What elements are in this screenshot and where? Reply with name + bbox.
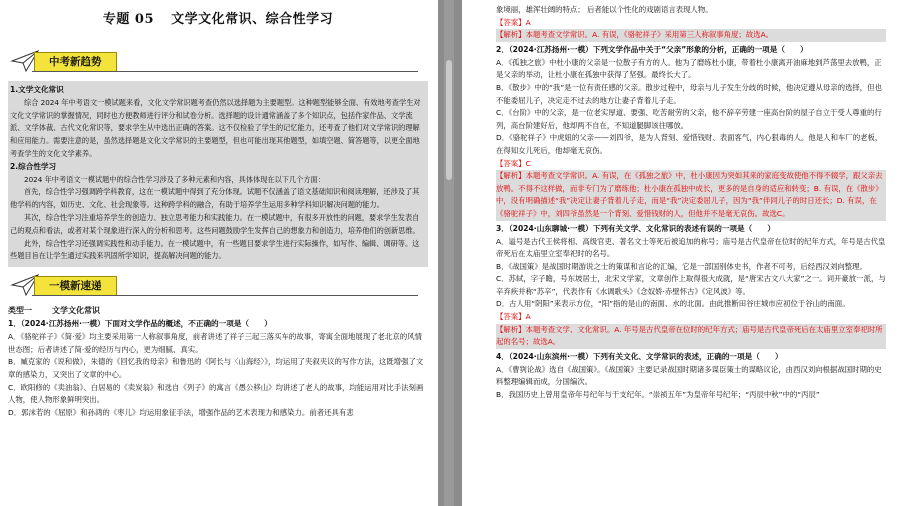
trend-paragraph: 其次，综合性学习注重培养学生的创造力、独立思考能力和实践能力。在一模试题中，有很多开放性的问题，要求学生发表自己的观点和看法，或者对某个现象进行深入的分析和思考。这些问题鼓励学生发挥自己的想象力和创造力，培养他们的创新思维。 — [10, 212, 420, 235]
option-d: D．古人用“阴阳”来表示方位，“阳”指的是山的南面、水的北面。由此推断田谷庄城市应初位于谷山的南面。 — [496, 299, 850, 309]
option-b: B．臧克家的《说和做》，朱德的《回忆我的母亲》和鲁迅的《阿长与〈山海经〉》，均运用了夹叙夹议的写作方法，这既增强了文章的感染力，又突出了文章的中心。 — [8, 357, 424, 379]
option-b: B．《战国策》是战国时期游说之士的策谋和言论的汇编，它是一部国别体史书，作者不可考，后经西汉刘向整理。 — [496, 261, 867, 271]
option-a: A．《骆驼祥子》《简·爱》均主要采用第一人称叙事角度，前者讲述了祥子三起三落买车的故事，寄寓全面地展现了老北京的风情世态图；后者讲述了简·爱的经历与内心，更为细腻、真实。 — [8, 332, 422, 354]
answer: 【答案】A — [496, 312, 531, 322]
question-1: 1．（2024·江苏扬州·一模）下面对文学作品的概述，不正确的一项是（ ） — [8, 319, 272, 329]
question-4: 4．（2024·山东滨州·一模）下列有关文化、文学常识的表述，正确的一项是（ ） — [496, 351, 783, 361]
trend-heading-1: 1.文学文化常识 — [10, 85, 64, 94]
trend-paragraph: 此外，综合性学习还强调实践性和动手能力。在一模试题中，有一些题目要求学生进行实际操作，如写作、编辑、调研等。这些题目旨在让学生通过实践来巩固所学知识，提高解决问题的能力。 — [10, 238, 420, 261]
trend-heading-2: 2.综合性学习 — [10, 161, 57, 171]
option-a: A．《孤独之旅》中杜小康的父亲是一位散子有方的人。他为了磨练杜小康，带着杜小康离开油麻地到芦荡里去放鸭，正是父亲的举动，让杜小康在孤独中获得了坚强。最终长大了。 — [496, 57, 882, 80]
explanation: 【解析】本题考查文学常识。A. 有误，在《孤独之旅》中，杜小康因为突如其来的家庭变故使他不得不辍学，跟父亲去放鸭。不得不这样做，而非专门为了磨练他；杜小康在孤独中成长，更多的是自身的适应和转变；B. 有误，在《散步》中，没有明确描述“我”决定让妻子背着儿子走，而是“我”决定委屈儿子，因为“我”伴同儿子的时日还长；D. 有误，在《骆驼祥子》中，刘四爷虽然是一个背刻、爱惜钱财的人，但他并不是毫无哀伤。故选C。 — [496, 170, 886, 220]
option-d: D．郭沫若的《屈原》和孙鸿的《枣儿》均运用象征手法，增强作品的艺术表现力和感染力。前者还具有悲 — [8, 407, 354, 417]
category-name: 文学文化常识 — [52, 306, 100, 316]
option-b: B．我国历史上曾用皇帝年号纪年与干支纪年。“崇祯五年”为皇帝年号纪年；“丙辰中秋”中的“丙辰” — [496, 390, 820, 400]
explanation: 【解析】本题考查文学常识。A. 有误，《骆驼祥子》采用第三人称叙事角度；故选A。 — [496, 29, 886, 42]
question-3: 3．（2024·山东聊城·一模）下列有关文学、文化常识的表述有误的一项是（ ） — [496, 223, 775, 233]
right-page — [462, 0, 900, 506]
continued-text: 象境丽，雄浑壮阔的特点； 后者能以个性化的戏剧语言表现人物。 — [496, 5, 713, 14]
banner-divider — [32, 295, 418, 296]
trend-paragraph: 综合 2024 年中考语文一模试题来看，文化文学常识题考查仍然以选择题为主要题型。这种题型能够全面、有效地考查学生对文化文学常识的掌握情况，同时也方便教师进行评分和试卷分析。选择题的设计通常涵盖了多个知识点，包括作家作品、文学流派、文学体裁、古代文化常识等，要求学生从中选出正确的答案。这不仅检验了学生的记忆能力，还考查了他们对文学常识的理解和应用能力。需要注意的是，虽然选择题是文化文学常识的主要题型，但也可能出现其他题型，如填空题、简答题等，以更全面地考查学生的文化文学素养。 — [10, 97, 421, 158]
explanation: 【解析】本题考查文学、文化常识。A. 年号是古代皇帝在位时的纪年方式；庙号是古代皇帝死后在太庙里立室奉祀时所起的名号；故选A。 — [496, 324, 886, 349]
scrollbar-thumb[interactable] — [446, 60, 452, 180]
answer: 【答案】A — [496, 17, 531, 27]
option-c: C．欧阳修的《卖油翁》、白居易的《卖炭翁》和选自《列子》的寓言《愚公移山》均讲述了老人的故事，均能运用对比手法刻画人物，使人物形象鲜明突出。 — [8, 382, 424, 405]
option-a: A．谥号是古代王侯将相、高级官吏、著名文士等死后被追加的称号；庙号是古代皇帝在位时的纪年方式，年号是古代皇帝死后在太庙里立室奉祀时的名号。 — [496, 236, 886, 259]
question-2: 2．（2024·江苏扬州·一模）下列文学作品中关于“父亲”形象的分析，正确的一项是（ ） — [496, 44, 808, 54]
trend-section — [8, 81, 428, 267]
banner-trend — [8, 49, 428, 75]
title-topic: 专题 05 — [102, 12, 155, 27]
category-label: 类型一 — [8, 306, 32, 316]
category-heading — [8, 305, 428, 316]
option-b: B．《散步》中的“我”是一位有责任感的父亲。散步过程中，母亲与儿子发生分歧的时候，他决定遵从母亲的选择，但也不能委屈儿子，决定走不过去的地方让妻子背着儿子走。 — [496, 82, 882, 105]
option-c: C．苏轼，字子瞻，号东坡居士，北宋文学家，文章创作上取得很大成就，是“唐宋古文八大家”之一。词开豪放一派，与辛弃疾并称“苏辛”，代表作有《水调歌头》《念奴娇·赤壁怀古》《定风波》等。 — [496, 274, 886, 296]
banner-divider — [32, 71, 418, 72]
trend-paragraph: 2024 年中考语文一模试题中的综合性学习涉及了多种元素和内容，具体体现在以下几个方面： — [24, 174, 325, 184]
banner-drill-label: 一模新速递 — [34, 276, 117, 296]
trend-paragraph: 首先，综合性学习强调跨学科教育，这在一模试题中得到了充分体现。试题不仅涵盖了语文基础知识和阅读理解，还涉及了其他学科的内容，如历史、文化、社会现象等。这种跨学科的融合，有助于培养学生运用多种学科知识解决问题的能力。 — [10, 187, 420, 210]
option-c: C．《台阶》中的父亲，是一位老实厚道、要强、吃苦耐劳的父亲，他不辞辛劳建一座高台阶的屋子自立于受人尊重的行列，高台阶建好后，他却两不自在，不知道腿脚该往哪放。 — [496, 108, 882, 130]
page-title — [8, 8, 428, 27]
banner-trend-label: 中考新趋势 — [34, 52, 117, 72]
left-page — [0, 0, 438, 506]
option-a: A．《曹刿论战》选自《战国策》。《战国策》主要记录战国时期诸多谋臣策士的谋略议论，由西汉刘向根据战国时期的史料整理编辑而成，分国编次。 — [496, 364, 882, 387]
option-d: D．《骆驼祥子》中虎妞的父亲——刘四爷，是为人背刻、爱惜钱财、表面客气，内心狠毒的人。他是人和车厂的老板，在得知女儿死后，他却毫无哀伤。 — [496, 133, 883, 155]
title-main: 文学文化常识、综合性学习 — [171, 12, 334, 27]
banner-drill — [8, 273, 428, 299]
answer: 【答案】C — [496, 158, 531, 168]
